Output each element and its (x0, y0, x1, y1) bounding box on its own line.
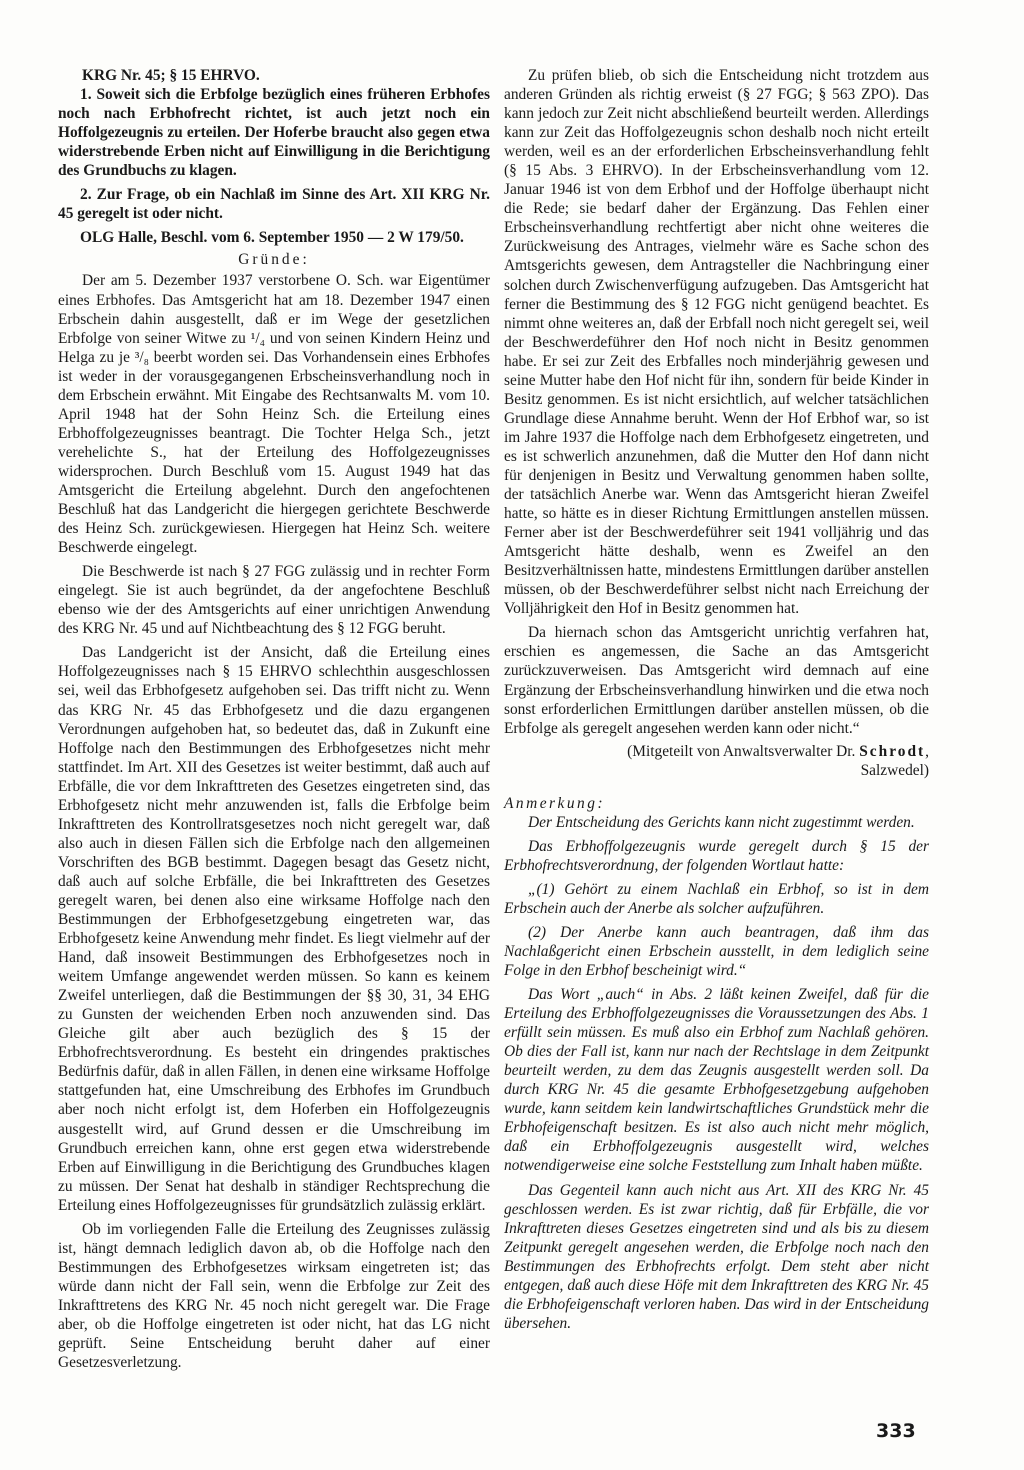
headnote-2: 2. Zur Frage, ob ein Nachlaß im Sinne des Art. XII KRG Nr. 45 geregelt ist oder nicht. (58, 186, 490, 223)
headnotes (58, 85, 490, 247)
attribution-place: Salzwedel) (860, 761, 929, 779)
court-citation: OLG Halle, Beschl. vom 6. September 1950 — 2 W 179/50. (80, 229, 464, 247)
note-paragraph: Das Wort „auch“ in Abs. 2 läßt keinen Zweifel, daß für die Erteilung des Erbhoffolgezeugnisses die Voraussetzungen des Abs. 1 erfüllt sein müssen. Es muß also ein Erbhof zum Nachlaß gehören. Ob dies der Fall ist, kann nur nach der Rechtslage in dem Zeitpunkt beurteilt werden, zu dem das Zeugnis ausgestellt werden soll. Da durch KRG Nr. 45 die gesamte Erbhofgesetzgebung aufgehoben wurde, kann seitdem kein landwirtschaftliches Grundstück mehr die Erbhofeigenschaft besitzen. Es ist also auch nicht mehr möglich, daß ein Erbhoffolgezeugnis ausgestellt wird, welches notwendigerweise eine solche Feststellung zum Inhalt haben müßte. (504, 986, 929, 1175)
left-column (58, 66, 490, 1372)
note-title: Anmerkung: (504, 794, 606, 812)
attribution (504, 742, 929, 780)
note-paragraph: Der Entscheidung des Gerichts kann nicht zugestimmt werden. (528, 813, 915, 831)
attribution-suffix: , (925, 742, 929, 760)
annotation (504, 813, 929, 1333)
quoted-paragraph: „(1) Gehört zu einem Nachlaß ein Erbhof, so ist in dem Erbschein auch der Anerbe als solcher aufzuführen. (504, 880, 929, 917)
note-paragraph: Das Erbhoffolgezeugnis wurde geregelt durch § 15 der Erbhofrechtsverordnung, der folgenden Wortlaut hatte: (504, 837, 929, 874)
note-paragraph: Das Gegenteil kann auch nicht aus Art. XII des KRG Nr. 45 geschlossen werden. Es ist zwar richtig, daß für Erbfälle, die vor Inkrafttreten dieses Gesetzes eingetreten sind und als bis zu diesem Zeitpunkt geregelt angesehen werden, die Erbfolge noch nach den Bestimmungen des Erbhofrechts erfolgt. Dem steht aber nicht entgegen, daß auch diese Höfe mit dem Inkrafttreten des KRG Nr. 45 die Erbhofeigenschaft verloren haben. Das wird in der Entscheidung übersehen. (504, 1181, 929, 1332)
body-paragraph: Das Landgericht ist der Ansicht, daß die Erteilung eines Hoffolgezeugnisses nach § 15 EHRVO schlechthin ausgeschlossen sei, weil das Erbhofgesetz aufgehoben sei. Das trifft nicht zu. Wenn das KRG Nr. 45 das Erbhofgesetz und die dazu ergangenen Verordnungen aufgehoben hat, so bedeutet das, daß in Zukunft eine Hoffolge nach den Bestimmungen des Erbhofgesetzes nicht mehr stattfindet. Im Art. XII des Gesetzes ist weiter bestimmt, daß auch auf Erbfälle, die vor dem Inkrafttreten des Gesetzes eingetreten sind, das Erbhofgesetz nicht mehr anzuwenden ist, falls die Erbfolge beim Inkrafttreten des Kontrollratsgesetzes noch nicht geregelt war, daß also auch in diesen Fällen sich die Erbfolge nach den allgemeinen Vorschriften des BGB bestimmt. Dagegen besagt das Gesetz nicht, daß auch auf solche Erbfälle, die bei Inkrafttreten des Gesetzes geregelt waren, bei denen also eine wirksame Hoffolge nach den Bestimmungen der Erbhofgesetzgebung eingetreten war, das Erbhofgesetz keine Anwendung mehr findet. Es liegt vielmehr auf der Hand, daß insoweit Bestimmungen des Erbhofgesetzes noch in weitem Umfange angewendet werden müssen. So kann es keinem Zweifel unterliegen, daß die Bestimmungen der §§ 30, 31, 34 EHG zu Gunsten der weichenden Erben noch anzuwenden sind. Das Gleiche gilt aber auch bezüglich des § 15 der Erbhofrechtsverordnung. Es besteht ein dringendes praktisches Bedürfnis dafür, daß in allen Fällen, in denen eine wirksame Hoffolge stattgefunden hat, eine Umschreibung des Erbhofes im Grundbuch aber noch nicht erfolgt ist, dem Hoferben ein Hoffolgezeugnis ausgestellt wird, auf Grund dessen er die Umschreibung im Grundbuch erreichen kann, ohne erst gegen etwa widerstrebende Erben auf Einwilligung in die Berichtigung des Grundbuches klagen zu müssen. Der Senat hat deshalb in ständiger Rechtsprechung die Erteilung eines Hoffolgezeugnisses für grundsätzlich zulässig erklärt. (58, 644, 490, 1214)
body-paragraph: Da hiernach schon das Amtsgericht unrichtig verfahren hat, erschien es angemessen, die Sache an das Amtsgericht zurückzuverweisen. Das Amtsgericht wird demnach auf eine Ergänzung der Erbscheinsverhandlung hinwirken und die etwa noch sonst erforderlichen Ermittlungen darüber anstellen müssen, ob die Erbfolge als geregelt angesehen werden kann oder nicht.“ (504, 624, 929, 737)
right-column (504, 66, 929, 1333)
attribution-name: Schrodt (859, 742, 926, 760)
page-number: 333 (876, 1420, 916, 1442)
quoted-paragraph: (2) Der Anerbe kann auch beantragen, daß ihm das Nachlaßgericht einen Erbschein ausstellt, in dem lediglich seine Folge in den Erbhof bescheinigt wird.“ (504, 923, 929, 980)
section-title: Gründe: (238, 251, 310, 269)
body-paragraph: Ob im vorliegenden Falle die Erteilung des Zeugnisses zulässig ist, hängt demnach lediglich davon ab, ob die Hoffolge nach den Bestimmungen des Erbhofgesetzes wirksam eingetreten ist; das würde dann nicht der Fall sein, wenn die Erbfolge zur Zeit des Inkrafttretens des KRG Nr. 45 noch nicht geregelt war. Die Frage aber, ob die Hoffolge eingetreten ist oder nicht, hat das LG nicht geprüft. Seine Entscheidung beruht daher auf einer Gesetzesverletzung. (58, 1220, 490, 1372)
decision-reference: KRG Nr. 45; § 15 EHRVO. (82, 67, 260, 84)
body-paragraph: Die Beschwerde ist nach § 27 FGG zulässig und in rechter Form eingelegt. Sie ist auch begründet, da der angefochtene Beschluß ebenso wie der des Amtsgerichts auf einer unrichtigen Anwendung des KRG Nr. 45 und auf Nichtbeachtung des § 12 FGG beruht. (58, 563, 490, 638)
body-paragraph: Zu prüfen blieb, ob sich die Entscheidung nicht trotzdem aus anderen Gründen als richtig erweist (§ 27 FGG; § 563 ZPO). Das kann jedoch zur Zeit nicht abschließend beurteilt werden. Allerdings kann zur Zeit das Hoffolgezeugnis schon deshalb noch nicht erteilt werden, weil es an der erforderlichen Erbscheinsverhandlung fehlt (§ 15 Abs. 3 EHRVO). In der Erbscheinsverhandlung vom 12. Januar 1946 ist von dem Erbhof und der Hoffolge überhaupt nicht die Rede; sie bedarf daher der Ergänzung. Das Fehlen einer Erbscheinsverhandlung rechtfertigt aber nicht ohne weiteres die Zurückweisung des Antrages, vielmehr wäre es Sache schon des Amtsgerichts gewesen, dem Antragsteller die Nachbringung einer solchen durch Zwischenverfügung aufzugeben. Das Amtsgericht hat ferner die Bestimmung des § 12 FGG nicht genügend beachtet. Es nimmt ohne weiteres an, daß der Erbfall noch nicht geregelt sei, weil der Beschwerdeführer den Hof noch nicht in Besitz genommen habe. Er sei zur Zeit des Erbfalles noch minderjährig gewesen und seine Mutter habe den Hof nicht für ihn, sondern für beide Kinder in Besitz genommen. Es ist nicht ersichtlich, auf welcher tatsächlichen Grundlage diese Annahme beruht. Wenn der Hof Erbhof war, so ist im Jahre 1937 die Hoffolge nach dem Erbhofgesetz eingetreten, und es ist schwerlich anzunehmen, daß die Mutter den Hof dann nicht für denjenigen in Besitz und Verwaltung genommen haben sollte, der tatsächlich Anerbe war. Wenn das Amtsgericht hieran Zweifel hatte, so hätte es in dieser Richtung Ermittlungen anstellen müssen. Ferner aber ist der Beschwerdeführer seit 1941 volljährig und das Amtsgericht hätte deshalb, wenn es Zweifel an den Besitzverhältnissen hatte, mindestens Ermittlungen darüber anstellen müssen, ob der Beschwerdeführer selbst nicht nach Erreichung der Volljährigkeit den Hof in Besitz genommen hat. (504, 67, 929, 618)
attribution-prefix: (Mitgeteilt von Anwaltsverwalter Dr. (627, 742, 860, 760)
headnote-1: 1. Soweit sich die Erbfolge bezüglich eines früheren Erbhofes noch nach Erbhofrecht richtet, ist auch jetzt noch ein Hoffolgezeugnis zu erteilen. Der Hoferbe braucht also gegen etwa widerstrebende Erben nicht auf Einwilligung in die Berichtigung des Grundbuchs zu klagen. (58, 86, 490, 180)
body-paragraph: Der am 5. Dezember 1937 verstorbene O. Sch. war Eigentümer eines Erbhofes. Das Amtsgericht hat am 18. Dezember 1947 einen Erbschein dahin ausgestellt, daß er im Wege der gesetzlichen Erbfolge von seiner Witwe zu ¹/₄ und von seinen Kindern Heinz und Helga zu je ³/₈ beerbt worden sei. Das Vorhandensein eines Erbhofes ist weder in der vorausgegangenen Erbscheinsverhandlung noch in dem Erbschein erwähnt. Mit Eingabe des Rechtsanwalts M. vom 10. April 1948 hat der Sohn Heinz Sch. die Erteilung eines Erbhoffolgezeugnisses beantragt. Die Tochter Helga Sch., jetzt verehelichte S., hat der Erteilung des Hoffolgezeugnisses widersprochen. Durch Beschluß vom 15. August 1949 hat das Amtsgericht die Erteilung abgelehnt. Durch den angefochtenen Beschluß hat das Landgericht die hiergegen gerichtete Beschwerde des Heinz Sch. zurückgewiesen. Hiergegen hat Heinz Sch. weitere Beschwerde eingelegt. (58, 272, 490, 557)
